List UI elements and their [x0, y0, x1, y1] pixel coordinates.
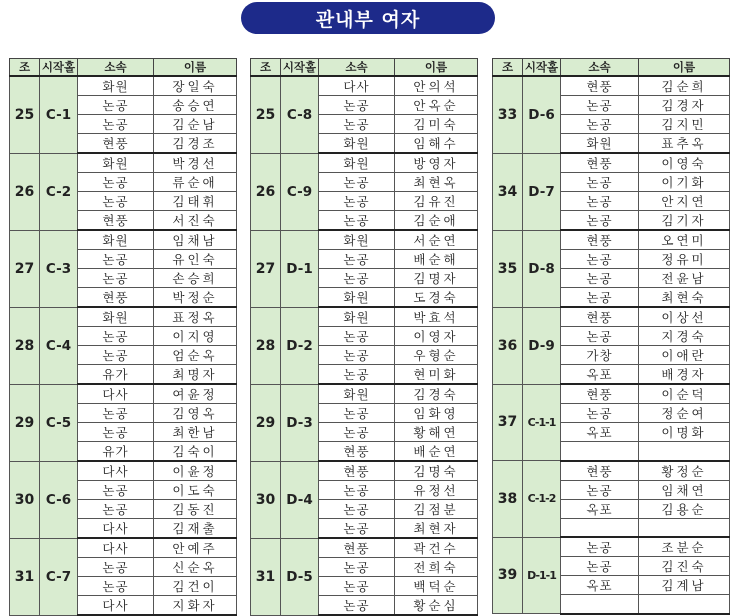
start-hole: C-8	[281, 76, 319, 153]
player-name-cell: 최한남	[154, 423, 237, 442]
affiliation-cell: 옥포	[561, 423, 639, 442]
group-number: 39	[493, 537, 523, 614]
header-name: 이름	[154, 59, 237, 77]
header-name: 이름	[395, 59, 478, 77]
affiliation-cell: 다사	[78, 519, 154, 539]
player-name-cell: 서진숙	[154, 211, 237, 231]
start-hole: C-2	[40, 153, 78, 230]
affiliation-cell: 현풍	[561, 76, 639, 96]
table-row	[251, 153, 478, 173]
player-name-cell: 김건이	[154, 577, 237, 596]
start-hole: D-8	[523, 230, 561, 307]
table-row	[493, 76, 730, 96]
table-row	[493, 384, 730, 404]
player-name-cell: 장일숙	[154, 76, 237, 96]
affiliation-cell: 현풍	[319, 538, 395, 558]
header-affiliation: 소속	[319, 59, 395, 77]
affiliation-cell: 현풍	[561, 307, 639, 327]
player-name-cell: 안예주	[154, 538, 237, 558]
affiliation-cell: 논공	[78, 558, 154, 577]
player-name-cell: 임채남	[154, 230, 237, 250]
affiliation-cell: 현풍	[561, 230, 639, 250]
start-hole: C-3	[40, 230, 78, 307]
table-row	[10, 461, 237, 481]
player-name-cell: 김동진	[154, 500, 237, 519]
affiliation-cell: 논공	[319, 346, 395, 365]
affiliation-cell: 옥포	[561, 499, 639, 518]
group-number: 30	[10, 461, 40, 538]
affiliation-cell: 논공	[561, 211, 639, 231]
affiliation-cell: 다사	[78, 538, 154, 558]
player-name-cell: 조분순	[639, 537, 730, 557]
table-row	[10, 384, 237, 404]
player-name-cell: 김순남	[154, 115, 237, 134]
affiliation-cell	[561, 595, 639, 614]
player-name-cell: 송승연	[154, 96, 237, 115]
player-name-cell: 김경조	[154, 134, 237, 154]
player-name-cell: 황해연	[395, 423, 478, 442]
affiliation-cell: 현풍	[319, 442, 395, 462]
player-name-cell: 김용순	[639, 499, 730, 518]
affiliation-cell: 논공	[561, 288, 639, 308]
start-hole: D-1-1	[523, 537, 561, 614]
player-name-cell: 이지영	[154, 327, 237, 346]
player-name-cell	[639, 595, 730, 614]
group-number: 35	[493, 230, 523, 307]
player-name-cell: 이명화	[639, 423, 730, 442]
player-name-cell: 류순애	[154, 173, 237, 192]
group-number: 26	[10, 153, 40, 230]
table-row	[10, 153, 237, 173]
player-name-cell: 손승희	[154, 269, 237, 288]
player-name-cell: 이순덕	[639, 384, 730, 404]
player-name-cell: 배경자	[639, 365, 730, 385]
affiliation-cell	[561, 442, 639, 461]
player-name-cell: 방영자	[395, 153, 478, 173]
player-name-cell: 김경숙	[395, 384, 478, 404]
player-name-cell: 우형순	[395, 346, 478, 365]
table-row	[251, 307, 478, 327]
affiliation-cell: 다사	[78, 461, 154, 481]
group-number: 31	[251, 538, 281, 615]
affiliation-cell: 화원	[78, 76, 154, 96]
start-hole: C-1	[40, 76, 78, 153]
start-hole: C-1-1	[523, 384, 561, 461]
affiliation-cell: 논공	[78, 269, 154, 288]
affiliation-cell: 현풍	[78, 211, 154, 231]
affiliation-cell: 논공	[319, 500, 395, 519]
affiliation-cell	[561, 518, 639, 537]
affiliation-cell: 논공	[561, 115, 639, 134]
player-name-cell: 안옥순	[395, 96, 478, 115]
group-number: 29	[251, 384, 281, 461]
start-hole: C-7	[40, 538, 78, 615]
affiliation-cell: 논공	[78, 327, 154, 346]
affiliation-cell: 현풍	[319, 461, 395, 481]
player-name-cell: 이상선	[639, 307, 730, 327]
affiliation-cell: 논공	[319, 481, 395, 500]
player-name-cell: 박효석	[395, 307, 478, 327]
affiliation-cell: 논공	[561, 480, 639, 499]
player-name-cell: 최현옥	[395, 173, 478, 192]
group-number: 36	[493, 307, 523, 384]
table-row	[10, 230, 237, 250]
player-name-cell: 표추옥	[639, 134, 730, 154]
player-name-cell: 전윤남	[639, 269, 730, 288]
player-name-cell: 최명자	[154, 365, 237, 385]
affiliation-cell: 다사	[78, 596, 154, 616]
table-row	[251, 538, 478, 558]
affiliation-cell: 논공	[561, 557, 639, 576]
group-number: 33	[493, 76, 523, 153]
affiliation-cell: 논공	[78, 192, 154, 211]
player-name-cell	[639, 518, 730, 537]
affiliation-cell: 화원	[561, 134, 639, 154]
group-number: 28	[251, 307, 281, 384]
table-row	[493, 461, 730, 481]
group-number: 37	[493, 384, 523, 461]
player-name-cell: 김계남	[639, 576, 730, 595]
player-name-cell: 안의석	[395, 76, 478, 96]
player-name-cell: 이윤정	[154, 461, 237, 481]
start-hole: D-3	[281, 384, 319, 461]
affiliation-cell: 논공	[561, 96, 639, 115]
player-name-cell: 박경선	[154, 153, 237, 173]
table-row	[10, 538, 237, 558]
player-name-cell: 김명자	[395, 269, 478, 288]
player-name-cell: 지화자	[154, 596, 237, 616]
player-name-cell: 김태휘	[154, 192, 237, 211]
affiliation-cell: 화원	[319, 307, 395, 327]
player-name-cell: 김기자	[639, 211, 730, 231]
group-table-3	[492, 58, 730, 615]
affiliation-cell: 논공	[78, 500, 154, 519]
affiliation-cell: 논공	[78, 423, 154, 442]
table-row	[251, 76, 478, 96]
player-name-cell: 최현자	[395, 519, 478, 539]
affiliation-cell: 현풍	[561, 461, 639, 481]
player-name-cell: 정순여	[639, 404, 730, 423]
player-name-cell: 안지연	[639, 192, 730, 211]
player-name-cell: 정유미	[639, 250, 730, 269]
group-number: 25	[10, 76, 40, 153]
table-row	[251, 461, 478, 481]
group-number: 27	[251, 230, 281, 307]
group-number: 31	[10, 538, 40, 615]
header-row	[10, 59, 237, 77]
affiliation-cell: 논공	[319, 250, 395, 269]
affiliation-cell: 논공	[561, 250, 639, 269]
player-name-cell: 이애란	[639, 346, 730, 365]
player-name-cell: 최현숙	[639, 288, 730, 308]
group-table-1	[9, 58, 237, 616]
affiliation-cell: 가창	[561, 346, 639, 365]
affiliation-cell: 논공	[319, 327, 395, 346]
affiliation-cell: 유가	[78, 442, 154, 462]
table-row	[493, 230, 730, 250]
header-row	[493, 59, 730, 77]
affiliation-cell: 화원	[319, 230, 395, 250]
header-start-hole: 시작홀	[523, 59, 561, 77]
affiliation-cell: 논공	[319, 558, 395, 577]
header-group: 조	[251, 59, 281, 77]
affiliation-cell: 논공	[561, 327, 639, 346]
affiliation-cell: 논공	[319, 173, 395, 192]
player-name-cell: 황정순	[639, 461, 730, 481]
group-number: 25	[251, 76, 281, 153]
player-name-cell: 임해수	[395, 134, 478, 154]
affiliation-cell: 논공	[561, 537, 639, 557]
affiliation-cell: 논공	[319, 596, 395, 616]
player-name-cell: 이기화	[639, 173, 730, 192]
player-name-cell: 현미화	[395, 365, 478, 385]
player-name-cell: 백덕순	[395, 577, 478, 596]
affiliation-cell: 논공	[78, 346, 154, 365]
start-hole: D-6	[523, 76, 561, 153]
player-name-cell: 전희숙	[395, 558, 478, 577]
player-name-cell: 서순연	[395, 230, 478, 250]
group-table-2	[250, 58, 478, 616]
start-hole: C-6	[40, 461, 78, 538]
table-row	[493, 307, 730, 327]
header-start-hole: 시작홀	[281, 59, 319, 77]
start-hole: C-4	[40, 307, 78, 384]
affiliation-cell: 논공	[78, 481, 154, 500]
start-hole: C-9	[281, 153, 319, 230]
header-name: 이름	[639, 59, 730, 77]
affiliation-cell: 다사	[319, 76, 395, 96]
affiliation-cell: 논공	[561, 404, 639, 423]
affiliation-cell: 논공	[319, 269, 395, 288]
player-name-cell: 김점분	[395, 500, 478, 519]
affiliation-cell: 다사	[78, 384, 154, 404]
player-name-cell: 황순심	[395, 596, 478, 616]
player-name-cell: 임화영	[395, 404, 478, 423]
player-name-cell: 배순해	[395, 250, 478, 269]
player-name-cell: 김영옥	[154, 404, 237, 423]
start-hole: C-1-2	[523, 461, 561, 538]
player-name-cell	[639, 442, 730, 461]
player-name-cell: 신순옥	[154, 558, 237, 577]
start-hole: D-7	[523, 153, 561, 230]
start-hole: D-1	[281, 230, 319, 307]
header-row	[251, 59, 478, 77]
player-name-cell: 김숙이	[154, 442, 237, 462]
affiliation-cell: 현풍	[78, 288, 154, 308]
group-number: 28	[10, 307, 40, 384]
header-group: 조	[10, 59, 40, 77]
affiliation-cell: 논공	[319, 519, 395, 539]
group-number: 38	[493, 461, 523, 538]
start-hole: D-5	[281, 538, 319, 615]
header-affiliation: 소속	[78, 59, 154, 77]
player-name-cell: 김지민	[639, 115, 730, 134]
affiliation-cell: 화원	[78, 153, 154, 173]
affiliation-cell: 화원	[319, 384, 395, 404]
player-name-cell: 배순연	[395, 442, 478, 462]
player-name-cell: 이도숙	[154, 481, 237, 500]
start-hole: D-2	[281, 307, 319, 384]
affiliation-cell: 논공	[78, 173, 154, 192]
group-number: 26	[251, 153, 281, 230]
affiliation-cell: 논공	[319, 577, 395, 596]
player-name-cell: 오연미	[639, 230, 730, 250]
player-name-cell: 유인숙	[154, 250, 237, 269]
affiliation-cell: 옥포	[561, 365, 639, 385]
header-affiliation: 소속	[561, 59, 639, 77]
player-name-cell: 김경자	[639, 96, 730, 115]
affiliation-cell: 논공	[78, 250, 154, 269]
page-title: 관내부 여자	[241, 2, 495, 34]
start-hole: C-5	[40, 384, 78, 461]
table-row	[10, 307, 237, 327]
player-name-cell: 도경숙	[395, 288, 478, 308]
player-name-cell: 표정옥	[154, 307, 237, 327]
player-name-cell: 유정선	[395, 481, 478, 500]
affiliation-cell: 논공	[319, 96, 395, 115]
affiliation-cell: 논공	[561, 192, 639, 211]
affiliation-cell: 논공	[561, 173, 639, 192]
affiliation-cell: 화원	[319, 153, 395, 173]
table-row	[251, 230, 478, 250]
player-name-cell: 임채연	[639, 480, 730, 499]
affiliation-cell: 논공	[319, 404, 395, 423]
header-group: 조	[493, 59, 523, 77]
affiliation-cell: 논공	[78, 577, 154, 596]
group-number: 29	[10, 384, 40, 461]
player-name-cell: 김명숙	[395, 461, 478, 481]
player-name-cell: 엄순옥	[154, 346, 237, 365]
affiliation-cell: 현풍	[561, 153, 639, 173]
affiliation-cell: 현풍	[561, 384, 639, 404]
affiliation-cell: 화원	[78, 307, 154, 327]
affiliation-cell: 논공	[78, 96, 154, 115]
table-row	[493, 153, 730, 173]
affiliation-cell: 논공	[319, 211, 395, 231]
affiliation-cell: 논공	[319, 192, 395, 211]
header-start-hole: 시작홀	[40, 59, 78, 77]
affiliation-cell: 논공	[78, 115, 154, 134]
start-hole: D-4	[281, 461, 319, 538]
group-number: 27	[10, 230, 40, 307]
affiliation-cell: 옥포	[561, 576, 639, 595]
player-name-cell: 곽건수	[395, 538, 478, 558]
player-name-cell: 김재출	[154, 519, 237, 539]
affiliation-cell: 논공	[319, 115, 395, 134]
affiliation-cell: 논공	[319, 423, 395, 442]
start-hole: D-9	[523, 307, 561, 384]
group-number: 34	[493, 153, 523, 230]
table-row	[251, 384, 478, 404]
group-number: 30	[251, 461, 281, 538]
player-name-cell: 여윤정	[154, 384, 237, 404]
player-name-cell: 김유진	[395, 192, 478, 211]
player-name-cell: 김진숙	[639, 557, 730, 576]
player-name-cell: 이영자	[395, 327, 478, 346]
affiliation-cell: 논공	[319, 365, 395, 385]
player-name-cell: 김미숙	[395, 115, 478, 134]
affiliation-cell: 화원	[319, 288, 395, 308]
affiliation-cell: 화원	[319, 134, 395, 154]
player-name-cell: 이영숙	[639, 153, 730, 173]
affiliation-cell: 논공	[78, 404, 154, 423]
table-row	[493, 537, 730, 557]
affiliation-cell: 현풍	[78, 134, 154, 154]
player-name-cell: 박정순	[154, 288, 237, 308]
player-name-cell: 김순애	[395, 211, 478, 231]
player-name-cell: 지경숙	[639, 327, 730, 346]
affiliation-cell: 유가	[78, 365, 154, 385]
affiliation-cell: 논공	[561, 269, 639, 288]
table-row	[10, 76, 237, 96]
affiliation-cell: 화원	[78, 230, 154, 250]
player-name-cell: 김순희	[639, 76, 730, 96]
